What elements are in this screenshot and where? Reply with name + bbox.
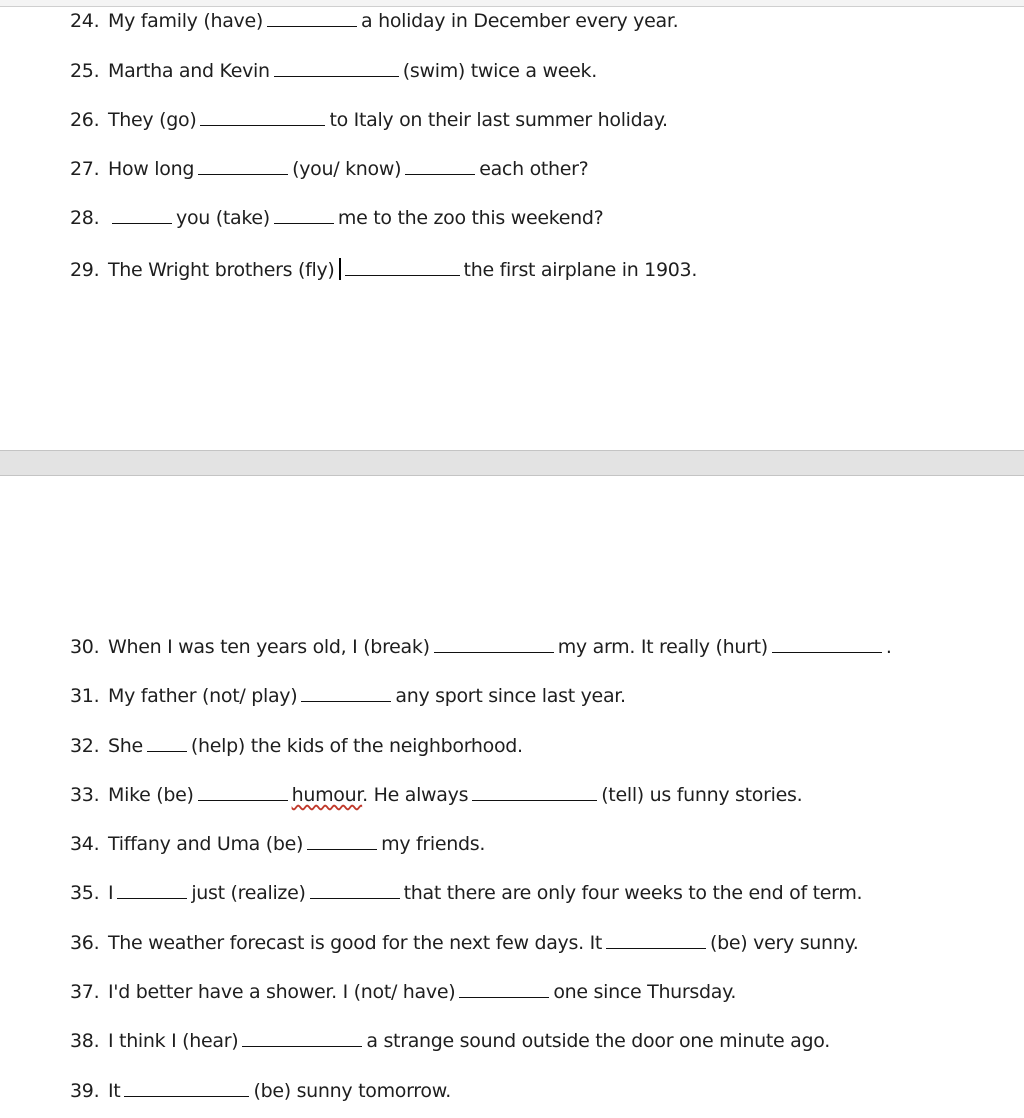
- item-number: 26.: [70, 109, 100, 131]
- sentence-part: (help) the kids of the neighborhood.: [190, 735, 523, 757]
- answer-blank[interactable]: [198, 156, 288, 175]
- sentence-part: The Wright brothers (fly): [108, 259, 335, 281]
- item-number: 30.: [70, 636, 100, 658]
- answer-blank[interactable]: [200, 107, 325, 126]
- answer-blank[interactable]: [147, 733, 187, 752]
- answer-blank[interactable]: [124, 1078, 249, 1097]
- sentence-part: you (take): [176, 207, 270, 229]
- sentence-part: Tiffany and Uma (be): [108, 833, 304, 855]
- item-number: 29.: [70, 259, 100, 281]
- answer-blank[interactable]: [274, 58, 399, 77]
- sentence-part: The weather forecast is good for the next few days. It: [108, 932, 603, 954]
- answer-blank[interactable]: [405, 156, 475, 175]
- exercise-25: [70, 58, 597, 84]
- sentence-part: one since Thursday.: [553, 981, 737, 1003]
- answer-blank[interactable]: [345, 257, 460, 276]
- sentence-part: . He always: [362, 784, 469, 806]
- exercise-29: [70, 257, 697, 283]
- sentence-part: just (realize): [191, 882, 306, 904]
- sentence-part: (swim) twice a week.: [402, 60, 597, 82]
- item-number: 25.: [70, 60, 100, 82]
- answer-blank[interactable]: [310, 880, 400, 899]
- sentence-part: me to the zoo this weekend?: [337, 207, 604, 229]
- exercise-33: [70, 782, 802, 808]
- exercise-31: [70, 683, 626, 709]
- exercise-26: [70, 107, 668, 133]
- item-number: 36.: [70, 932, 100, 954]
- sentence-part: each other?: [479, 158, 589, 180]
- text-cursor: [339, 258, 341, 280]
- answer-blank[interactable]: [301, 683, 391, 702]
- sentence-part: (be) sunny tomorrow.: [253, 1080, 451, 1102]
- answer-blank[interactable]: [112, 205, 172, 224]
- item-number: 39.: [70, 1080, 100, 1102]
- sentence-part: She: [108, 735, 143, 757]
- item-number: 24.: [70, 10, 100, 32]
- answer-blank[interactable]: [274, 205, 334, 224]
- answer-blank[interactable]: [772, 634, 882, 653]
- sentence-part: I'd better have a shower. I (not/ have): [108, 981, 456, 1003]
- sentence-part: any sport since last year.: [395, 685, 626, 707]
- item-number: 34.: [70, 833, 100, 855]
- item-number: 28.: [70, 207, 100, 229]
- answer-blank[interactable]: [242, 1028, 362, 1047]
- exercise-35: [70, 880, 862, 906]
- sentence-part: They (go): [108, 109, 197, 131]
- sentence-part: My family (have): [108, 10, 264, 32]
- exercise-28: [70, 205, 603, 231]
- item-number: 32.: [70, 735, 100, 757]
- sentence-part: my friends.: [381, 833, 486, 855]
- sentence-part: How long: [108, 158, 195, 180]
- item-number: 31.: [70, 685, 100, 707]
- sentence-part: Mike (be): [108, 784, 194, 806]
- sentence-part: to Italy on their last summer holiday.: [329, 109, 668, 131]
- exercise-24: [70, 8, 678, 34]
- exercise-38: [70, 1028, 830, 1054]
- sentence-part: My father (not/ play): [108, 685, 298, 707]
- answer-blank[interactable]: [307, 831, 377, 850]
- answer-blank[interactable]: [434, 634, 554, 653]
- sentence-part: (tell) us funny stories.: [601, 784, 803, 806]
- exercise-39: [70, 1078, 451, 1104]
- item-number: 27.: [70, 158, 100, 180]
- answer-blank[interactable]: [198, 782, 288, 801]
- sentence-part: I think I (hear): [108, 1030, 239, 1052]
- sentence-part: a holiday in December every year.: [361, 10, 679, 32]
- answer-blank[interactable]: [459, 979, 549, 998]
- sentence-part: It: [108, 1080, 121, 1102]
- answer-blank[interactable]: [117, 880, 187, 899]
- sentence-part: I: [108, 882, 114, 904]
- sentence-part: my arm. It really (hurt): [557, 636, 768, 658]
- sentence-part: When I was ten years old, I (break): [108, 636, 430, 658]
- sentence-part: the first airplane in 1903.: [463, 259, 698, 281]
- exercise-30: [70, 634, 892, 660]
- sentence-part: that there are only four weeks to the end of term.: [403, 882, 863, 904]
- answer-blank[interactable]: [267, 8, 357, 27]
- answer-blank[interactable]: [472, 782, 597, 801]
- item-number: 35.: [70, 882, 100, 904]
- sentence-part: (you/ know): [292, 158, 402, 180]
- sentence-part: a strange sound outside the door one minute ago.: [366, 1030, 830, 1052]
- exercise-32: [70, 733, 523, 759]
- item-number: 33.: [70, 784, 100, 806]
- exercise-27: [70, 156, 588, 182]
- exercise-37: [70, 979, 736, 1005]
- sentence-part: (be) very sunny.: [710, 932, 859, 954]
- page-top-edge: [0, 0, 1024, 7]
- item-number: 37.: [70, 981, 100, 1003]
- item-number: 38.: [70, 1030, 100, 1052]
- exercise-34: [70, 831, 485, 857]
- misspelled-word: humour: [291, 784, 363, 806]
- sentence-part: Martha and Kevin: [108, 60, 270, 82]
- exercise-36: [70, 930, 859, 956]
- answer-blank[interactable]: [606, 930, 706, 949]
- sentence-part: .: [885, 636, 892, 658]
- page-break: [0, 450, 1024, 476]
